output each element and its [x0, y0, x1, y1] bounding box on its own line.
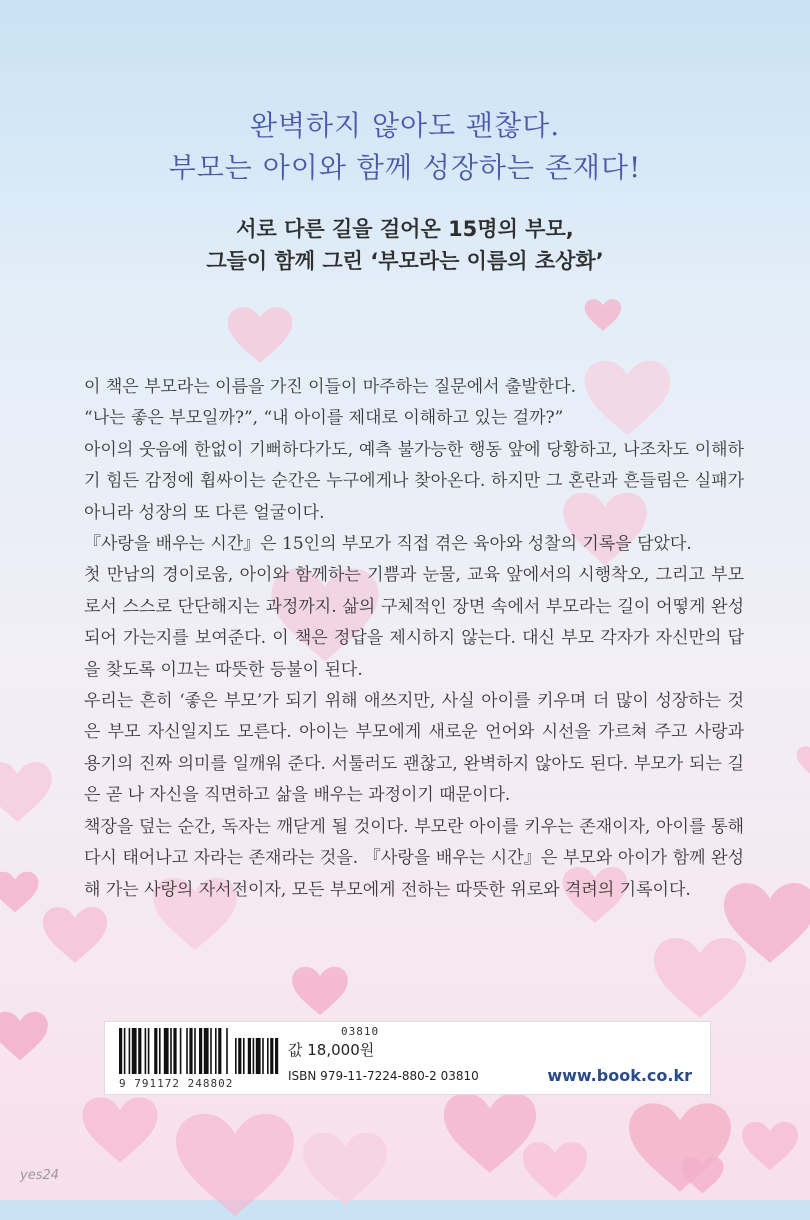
- barcode-addon-number: 03810: [341, 1025, 380, 1038]
- heart-decoration: [740, 1120, 800, 1172]
- body-paragraph: 이 책은 부모라는 이름을 가진 이들이 마주하는 질문에서 출발한다.: [84, 377, 577, 397]
- isbn-label: ISBN 979-11-7224-880-2 03810: [288, 1069, 479, 1083]
- heart-decoration: [0, 870, 40, 914]
- heart-decoration: [795, 745, 810, 779]
- watermark-logo: yes24: [20, 1168, 60, 1183]
- body-paragraph: 책장을 덮는 순간, 독자는 깨닫게 될 것이다. 부모란 아이를 키우는 존재이자, 아이를 통해 다시 태어나고 자라는 존재라는 것을. 『사랑을 배우는 시간』은 부모와 아이가 함께 완성해 가는 사랑의 자서전이자, 모든 부모에게 전하는 따뜻한 위로와 격려의 기록이다.: [84, 816, 744, 900]
- heart-decoration: [225, 305, 295, 365]
- headline-line-2: 부모는 아이와 함께 성장하는 존재다!: [168, 151, 642, 184]
- subheadline-line-2: 그들이 함께 그린 ‘부모라는 이름의 초상화’: [206, 249, 604, 273]
- body-paragraph: 『사랑을 배우는 시간』은 15인의 부모가 직접 겪은 육아와 성찰의 기록을 담았다.: [84, 534, 692, 555]
- headline-line-1: 완벽하지 않아도 괜찮다.: [249, 109, 561, 142]
- barcode-image: [119, 1028, 279, 1076]
- heart-decoration: [290, 965, 350, 1017]
- subheadline-line-1: 서로 다른 길을 걸어온 15명의 부모,: [236, 217, 574, 241]
- heart-decoration: [583, 298, 623, 332]
- body-paragraph: 아이의 웃음에 한없이 기뻐하다가도, 예측 불가능한 행동 앞에 당황하고, 나조차도 이해하기 힘든 감정에 휩싸이는 순간은 누구에게나 찾아온다. 하지만 그 혼란과 흔들림은 실패가 아니라 성장의 또 다른 얼굴이다.: [84, 439, 744, 523]
- heart-decoration: [520, 1140, 590, 1200]
- body-paragraph: 우리는 흔히 ‘좋은 부모’가 되기 위해 애쓰지만, 사실 아이를 키우며 더 많이 성장하는 것은 부모 자신일지도 모른다. 아이는 부모에게 새로운 언어와 시선을 가르쳐 주고 사랑과 용기의 진짜 의미를 일깨워 준다. 서툴러도 괜찮고, 완벽하지 않아도 된다. 부모가 되는 길은 곧 나 자신을 직면하고 삶을 배우는 과정이기 때문이다.: [84, 691, 744, 806]
- body-paragraph: 첫 만남의 경이로움, 아이와 함께하는 기쁨과 눈물, 교육 앞에서의 시행착오, 그리고 부모로서 스스로 단단해지는 과정까지. 삶의 구체적인 장면 속에서 부모라는 길이 어떻게 완성되어 가는지를 보여준다. 이 책은 정답을 제시하지 않는다. 대신 부모 각자가 자신만의 답을 찾도록 이끄는 따뜻한 등불이 된다.: [84, 565, 744, 680]
- heart-decoration: [300, 1130, 390, 1208]
- heart-decoration: [0, 760, 55, 824]
- price-label: 값 18,000원: [288, 1041, 375, 1059]
- heart-decoration: [0, 1010, 50, 1062]
- heart-decoration: [170, 1110, 300, 1220]
- heart-decoration: [80, 1095, 160, 1165]
- heart-decoration: [680, 1155, 725, 1195]
- barcode-box: [104, 1021, 711, 1095]
- publisher-url[interactable]: www.book.co.kr: [547, 1066, 692, 1085]
- body-paragraph: “나는 좋은 부모일까?”, “내 아이를 제대로 이해하고 있는 걸까?”: [84, 408, 564, 429]
- body-text: [84, 372, 744, 906]
- barcode-main-number: 9 791172 248802: [119, 1077, 234, 1090]
- heart-decoration: [40, 905, 110, 965]
